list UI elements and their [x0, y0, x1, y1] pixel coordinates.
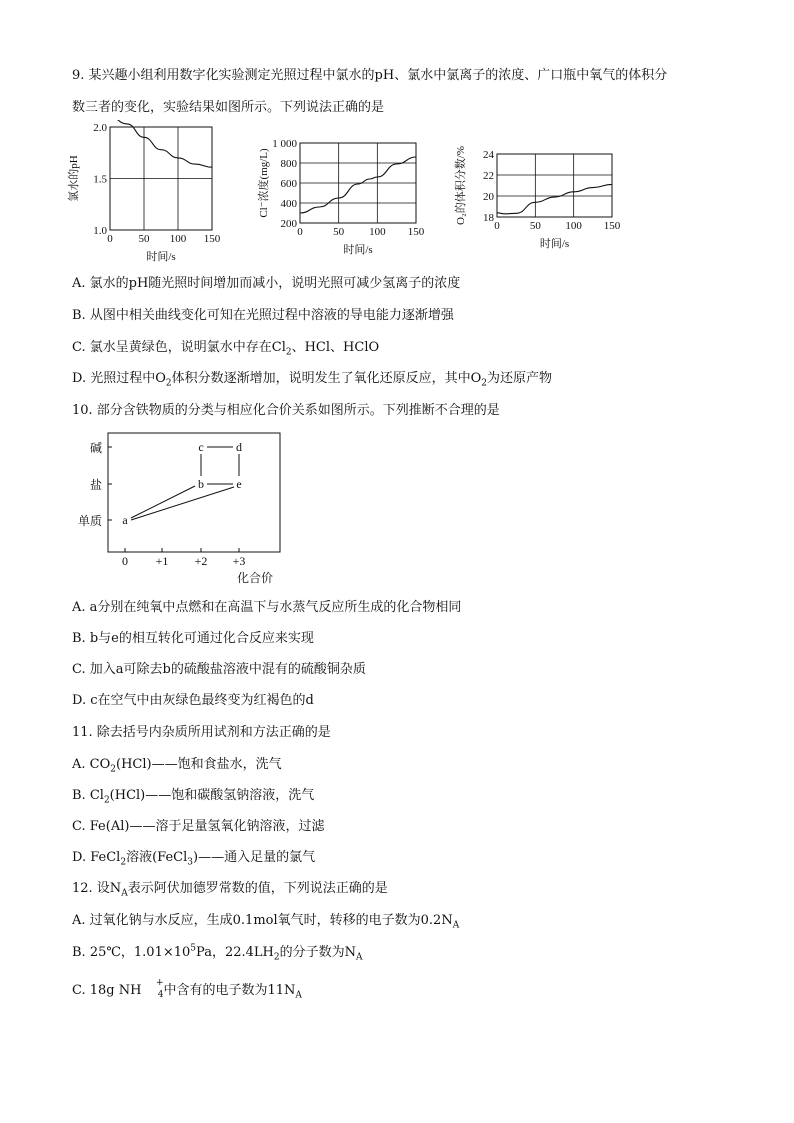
- o2-x-axis-label: 时间/s: [539, 238, 570, 250]
- fe-point-c: c: [198, 440, 204, 454]
- q9-option-d: D. 光照过程中$O_2$体积分数逐渐增加，说明发生了氧化还原反应，其中$O_2$为还原产物: [72, 371, 553, 389]
- cl-y-tick-label: 200: [280, 218, 297, 230]
- cl-x-tick-label: 50: [333, 226, 345, 238]
- cl-y-tick-label: 600: [280, 178, 297, 190]
- oxygen-chart: [450, 140, 630, 265]
- o2-series-line: [497, 184, 612, 213]
- o2-x-tick-label: 150: [603, 220, 621, 232]
- q11-option-c: C. Fe(Al)——溶于足量氢氧化钠溶液，过滤: [72, 819, 325, 834]
- cl-y-axis-label: Cl⁻浓度(mg/L): [258, 148, 270, 218]
- fe-point-b: b: [198, 477, 204, 491]
- chloride-chart: [250, 130, 430, 265]
- q11-option-d: D. FeCl$_2$溶液(FeCl$_3$)——通入足量的氯气: [72, 850, 316, 868]
- q9-option-b: B. 从图中相关曲线变化可知在光照过程中溶液的导电能力逐渐增强: [72, 308, 454, 323]
- ph-x-tick-label: 50: [138, 233, 150, 245]
- ph-y-tick-label: 2.0: [93, 122, 107, 134]
- o2-y-axis-label: O₂的体积分数/%: [455, 146, 467, 225]
- q12-stem: 12. 设$N_A$表示阿伏加德罗常数的值，下列说法正确的是: [72, 881, 388, 899]
- fe-point-d: d: [236, 440, 242, 454]
- fe-y-category-label: 盐: [89, 478, 102, 492]
- q10-option-d: D. c在空气中由灰绿色最终变为红褐色的d: [72, 693, 314, 708]
- o2-x-tick-label: 0: [494, 220, 500, 232]
- q10-option-c: C. 加入a可除去b的硫酸盐溶液中混有的硫酸铜杂质: [72, 662, 366, 677]
- fe-y-category-label: 碱: [89, 441, 102, 455]
- fe-point-a: a: [122, 513, 128, 527]
- o2-y-tick-label: 22: [483, 170, 494, 182]
- cl-series-line: [300, 157, 416, 213]
- cl-x-axis-label: 时间/s: [343, 244, 373, 256]
- q11-stem: 11. 除去括号内杂质所用试剂和方法正确的是: [72, 725, 331, 740]
- q9-option-c: C. 氯水呈黄绿色，说明氯水中存在$Cl_2$、HCl、HClO: [72, 340, 380, 358]
- fe-x-tick-label: +2: [194, 554, 208, 568]
- q12-option-a: A. 过氧化钠与水反应，生成0.1mol氧气时，转移的电子数为$0.2N_A$: [72, 913, 460, 931]
- cl-y-tick-label: 400: [280, 198, 297, 210]
- cl-y-tick-label: 800: [280, 158, 297, 170]
- ph-x-tick-label: 100: [169, 233, 187, 245]
- cl-x-tick-label: 150: [407, 226, 425, 238]
- fe-x-tick-label: 0: [122, 554, 128, 568]
- iron-valence-diagram: [72, 428, 292, 588]
- q10-option-b: B. b与e的相互转化可通过化合反应来实现: [72, 631, 314, 646]
- fe-y-category-label: 单质: [77, 514, 102, 528]
- cl-x-tick-label: 0: [297, 226, 303, 238]
- o2-y-tick-label: 18: [483, 212, 494, 224]
- q9-option-a: A. 氯水的pH随光照时间增加而减小，说明光照可减少氢离子的浓度: [72, 276, 461, 291]
- q9-stem-line1: 9. 某兴趣小组利用数字化实验测定光照过程中氯水的pH、氯水中氯离子的浓度、广口瓶中氧气的体积分: [72, 68, 668, 83]
- fe-x-tick-label: +3: [232, 554, 246, 568]
- cl-x-tick-label: 100: [369, 226, 386, 238]
- fe-x-axis-label: 化合价: [236, 571, 274, 585]
- ph-x-tick-label: 150: [203, 233, 221, 245]
- o2-x-tick-label: 100: [565, 220, 582, 232]
- o2-x-tick-label: 50: [529, 220, 541, 232]
- q12-option-b: B. 25℃，$1.01\times 10^5Pa$，$22.4LH_2$的分子数为$N_A$: [72, 943, 363, 963]
- fe-x-tick-label: +1: [155, 554, 169, 568]
- q11-option-b: B. $Cl_2(HCl)——$饱和碳酸氢钠溶液，洗气: [72, 788, 315, 806]
- q11-option-a: A. $CO_2(HCl)——$饱和食盐水，洗气: [72, 757, 282, 775]
- q12-option-c: C. 18g NH + 4 中含有的电子数为$11N_A$: [72, 978, 302, 1001]
- ph-chart: [62, 120, 232, 265]
- fe-plot-frame: [108, 433, 280, 552]
- fe-line-a-b: [131, 486, 195, 518]
- q9-stem-line2: 数三者的变化，实验结果如图所示。下列说法正确的是: [72, 100, 385, 115]
- cl-y-tick-label: 1 000: [272, 138, 297, 150]
- o2-plot-frame: [497, 154, 612, 217]
- ph-y-tick-label: 1.5: [93, 173, 107, 186]
- q10-option-a: A. a分别在纯氧中点燃和在高温下与水蒸气反应所生成的化合物相同: [72, 600, 462, 615]
- ph-x-tick-label: 0: [107, 233, 113, 245]
- o2-y-tick-label: 24: [483, 149, 494, 161]
- o2-y-tick-label: 20: [483, 191, 494, 203]
- ph-y-axis-label: 氯水的pH: [68, 155, 80, 202]
- fe-point-e: e: [236, 477, 242, 491]
- ph-y-tick-label: 1.0: [93, 225, 107, 237]
- ph-x-axis-label: 时间/s: [146, 251, 176, 263]
- q10-stem: 10. 部分含铁物质的分类与相应化合价关系如图所示。下列推断不合理的是: [72, 403, 500, 418]
